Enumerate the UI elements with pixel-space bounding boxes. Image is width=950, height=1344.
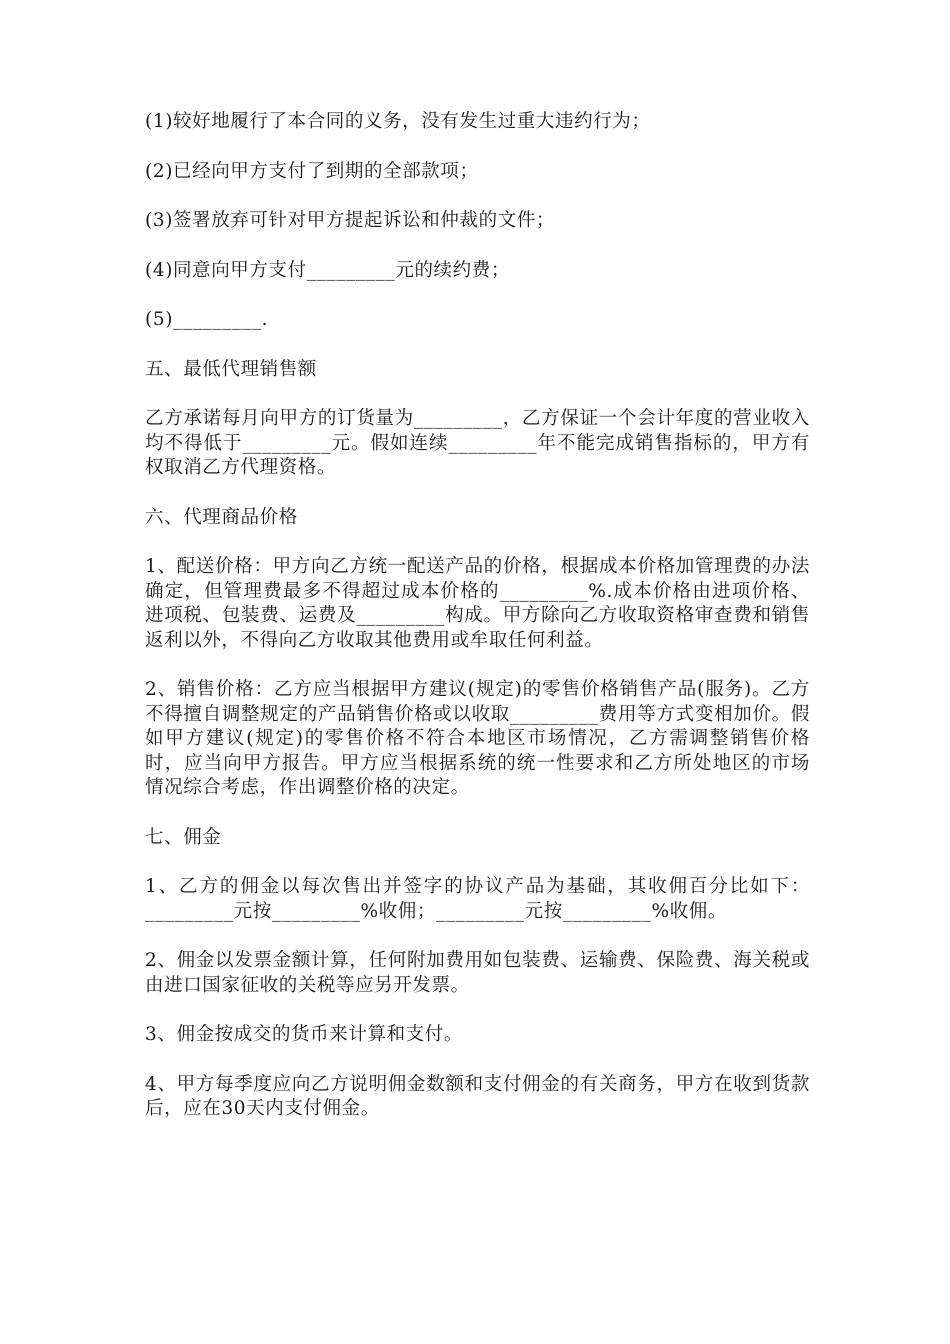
commission-paragraph-2: 2、佣金以发票金额计算，任何附加费用如包装费、运输费、保险费、海关税或由进口国家征收的关税等应另开发票。 [145,950,810,996]
clause-item-4: (4)同意向甲方支付_________元的续约费； [145,259,510,281]
retail-price-paragraph: 2、销售价格：乙方应当根据甲方建议(规定)的零售价格销售产品(服务)。乙方不得擅自调整规定的产品销售价格或以收取_________费用等方式变相加价。假如甲方建议(规定)的零售价格不符合本地区市场情况，乙方需调整销售价格时，应当向甲方报告。甲方应当根据系统的统一性要求和乙方所处地区的市场情况综合考虑，作出调整价格的决定。 [145,679,810,798]
min-sales-paragraph: 乙方承诺每月向甲方的订货量为_________，乙方保证一个会计年度的营业收入均不得低于_________元。假如连续_________年不能完成销售指标的，甲方有权取消乙方代理资格。 [145,408,810,478]
section-heading-5: 五、最低代理销售额 [145,358,317,380]
section-heading-6: 六、代理商品价格 [145,506,298,528]
clause-item-1: (1)较好地履行了本合同的义务，没有发生过重大违约行为； [145,111,651,132]
section-heading-7: 七、佣金 [145,826,222,848]
commission-paragraph-3: 3、佣金按成交的货币来计算和支付。 [145,1024,463,1045]
clause-item-5: (5)_________. [145,309,269,330]
commission-paragraph-1: 1、乙方的佣金以每次售出并签字的协议产品为基础，其收佣百分比如下：_________元按_________%收佣；_________元按_________%收佣。 [145,876,810,922]
delivery-price-paragraph: 1、配送价格：甲方向乙方统一配送产品的价格，根据成本价格加管理费的办法确定，但管理费最多不得超过成本价格的_________%.成本价格由进项价格、进项税、包装费、运费及_________构成。甲方除向乙方收取资格审查费和销售返利以外，不得向乙方收取其他费用或牟取任何利益。 [145,556,810,651]
clause-item-3: (3)签署放弃可针对甲方提起诉讼和仲裁的文件； [145,210,556,231]
commission-paragraph-4: 4、甲方每季度应向乙方说明佣金数额和支付佣金的有关商务，甲方在收到货款后，应在30天内支付佣金。 [145,1073,810,1119]
document-page [145,110,810,1147]
clause-item-2: (2)已经向甲方支付了到期的全部款项； [145,160,479,182]
